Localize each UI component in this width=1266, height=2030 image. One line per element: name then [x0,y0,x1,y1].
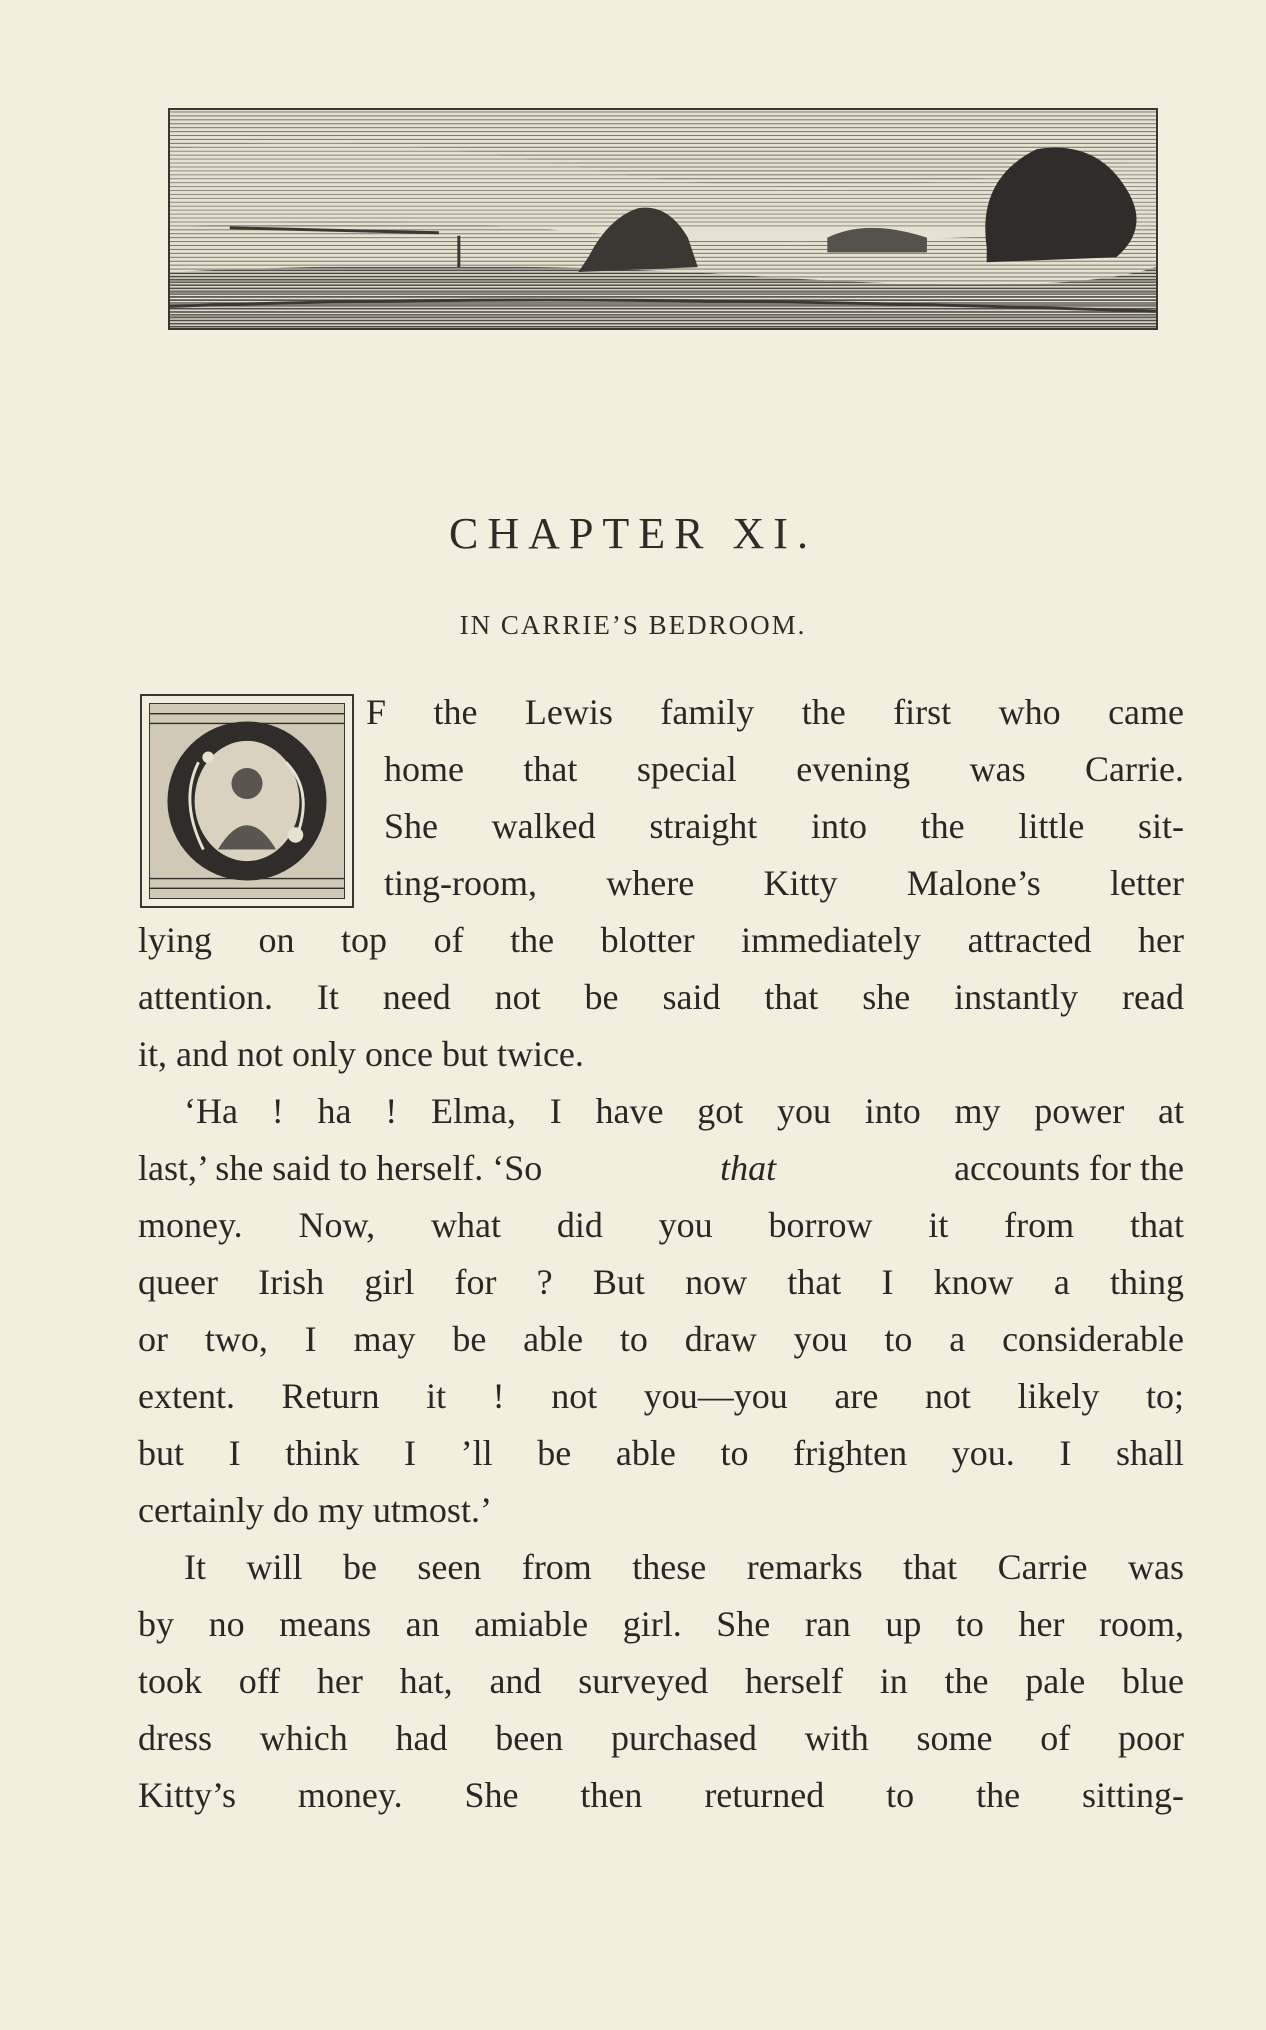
line-text: lying on top of the blotter immediately attracted her [138,920,1184,960]
line-text: last,’ she said to herself. ‘So [138,1148,543,1188]
text-line [384,747,1184,791]
line-text: dress which had been purchased with some of poor [138,1718,1184,1758]
ornamental-initial-o-icon [140,694,354,908]
text-line [138,1146,1184,1190]
line-text: it, and not only once but twice. [138,1034,584,1074]
text-line [184,1089,1184,1133]
italic-word: that [720,1148,777,1188]
line-text: but I think I ’ll be able to frighten you. I shall [138,1433,1184,1473]
line-text: queer Irish girl for ? But now that I know a thing [138,1262,1184,1302]
text-line [138,1374,1184,1418]
text-line [138,1602,1184,1646]
line-text: accounts for the [954,1148,1184,1188]
text-line [384,804,1184,848]
text-line [366,690,1184,734]
line-text: attention. It need not be said that she instantly read [138,977,1184,1017]
text-line [138,1716,1184,1760]
line-text: certainly do my utmost.’ [138,1490,492,1530]
text-line [138,1659,1184,1703]
line-text: took off her hat, and surveyed herself in the pale blue [138,1661,1184,1701]
text-line [138,1488,1184,1532]
line-text: She walked straight into the little sit- [384,806,1184,846]
text-line [138,1431,1184,1475]
line-text: It will be seen from these remarks that Carrie was [184,1547,1184,1587]
text-line [138,1773,1184,1817]
line-text: by no means an amiable girl. She ran up to her room, [138,1604,1184,1644]
text-line [184,1545,1184,1589]
text-line [138,1260,1184,1304]
line-text: extent. Return it ! not you—you are not likely to; [138,1376,1184,1416]
line-text: money. Now, what did you borrow it from that [138,1205,1184,1245]
text-line [138,1317,1184,1361]
line-text: or two, I may be able to draw you to a considerable [138,1319,1184,1359]
text-line [138,975,1184,1019]
text-line [138,918,1184,962]
line-text: home that special evening was Carrie. [384,749,1184,789]
landscape-engraving-headpiece [168,108,1158,330]
line-text: F the Lewis family the first who came [366,692,1184,732]
line-text: ting-room, where Kitty Malone’s letter [384,863,1184,903]
line-text: Kitty’s money. She then returned to the sitting- [138,1775,1184,1815]
text-line [138,1032,1184,1076]
chapter-title: CHAPTER XI. [449,509,817,558]
chapter-subtitle: IN CARRIE’S BEDROOM. [459,610,807,640]
text-line [138,1203,1184,1247]
line-text: ‘Ha ! ha ! Elma, I have got you into my power at [184,1091,1184,1131]
text-line [384,861,1184,905]
